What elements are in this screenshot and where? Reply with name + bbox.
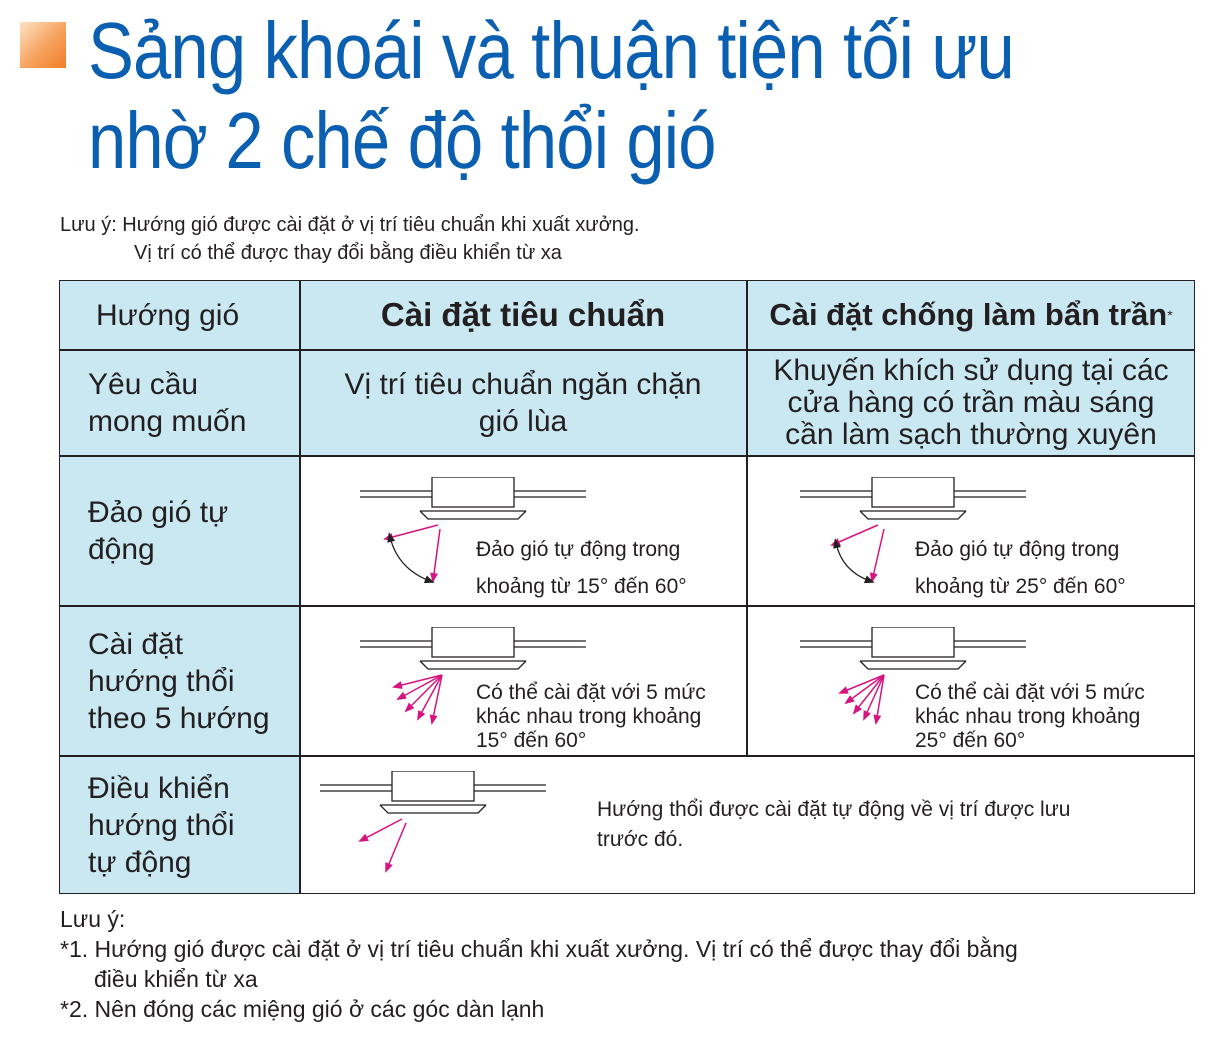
standard-swing-text: Đảo gió tự động trong khoảng từ 15° đến 60° — [476, 538, 687, 598]
page-title-line-2: nhờ 2 chế độ thổi gió — [88, 96, 716, 185]
row-label-five-direction: Cài đặt hướng thổi theo 5 hướng — [88, 627, 270, 735]
bottom-note-heading: Lưu ý: — [60, 906, 126, 932]
top-note-line-2: Vị trí có thể được thay đổi bằng điều khiển từ xa — [134, 242, 562, 264]
standard-requirement-text: Vị trí tiêu chuẩn ngăn chặn gió lùa — [344, 368, 702, 438]
header-standard-setting: Cài đặt tiêu chuẩn — [380, 296, 666, 333]
row-label-auto-swing: Đảo gió tự động — [88, 496, 229, 566]
top-note-line-1: Lưu ý: Hướng gió được cài đặt ở vị trí tiêu chuẩn khi xuất xưởng. — [60, 214, 640, 236]
bottom-note-item-2: *2. Nên đóng các miệng gió ở các góc dàn lạnh — [60, 996, 545, 1022]
header-anti-smudge-setting: Cài đặt chống làm bẩn trần * — [769, 297, 1173, 332]
anti-smudge-requirement-text: Khuyến khích sử dụng tại các cửa hàng có trần màu sáng cần làm sạch thường xuyên — [773, 354, 1169, 451]
standard-five-direction-text: Có thể cài đặt với 5 mức khác nhau trong khoảng 15° đến 60° — [476, 681, 706, 752]
row-label-auto-control: Điều khiển hướng thổi tự động — [88, 771, 235, 879]
auto-control-diagram — [320, 771, 570, 881]
bottom-note-item-1: *1. Hướng gió được cài đặt ở vị trí tiêu chuẩn khi xuất xưởng. Vị trí có thể được thay đổi bằng — [60, 936, 1018, 962]
anti-smudge-swing-text: Đảo gió tự động trong khoảng từ 25° đến 60° — [915, 538, 1126, 598]
airflow-mode-table — [59, 280, 1195, 894]
header-airflow-direction: Hướng gió — [96, 298, 240, 332]
auto-control-text: Hướng thổi được cài đặt tự động về vị trí được lưu trước đó. — [597, 798, 1071, 851]
footnote-marker: * — [1167, 307, 1173, 323]
row-label-requirement: Yêu cầu mong muốn — [88, 368, 247, 438]
page-title-line-1: Sảng khoái và thuận tiện tối ưu — [88, 6, 1014, 95]
anti-smudge-five-direction-text: Có thể cài đặt với 5 mức khác nhau trong khoảng 25° đến 60° — [915, 681, 1145, 752]
title-bullet-icon — [20, 22, 66, 68]
bottom-note-item-1-cont: điều khiển từ xa — [94, 966, 258, 992]
